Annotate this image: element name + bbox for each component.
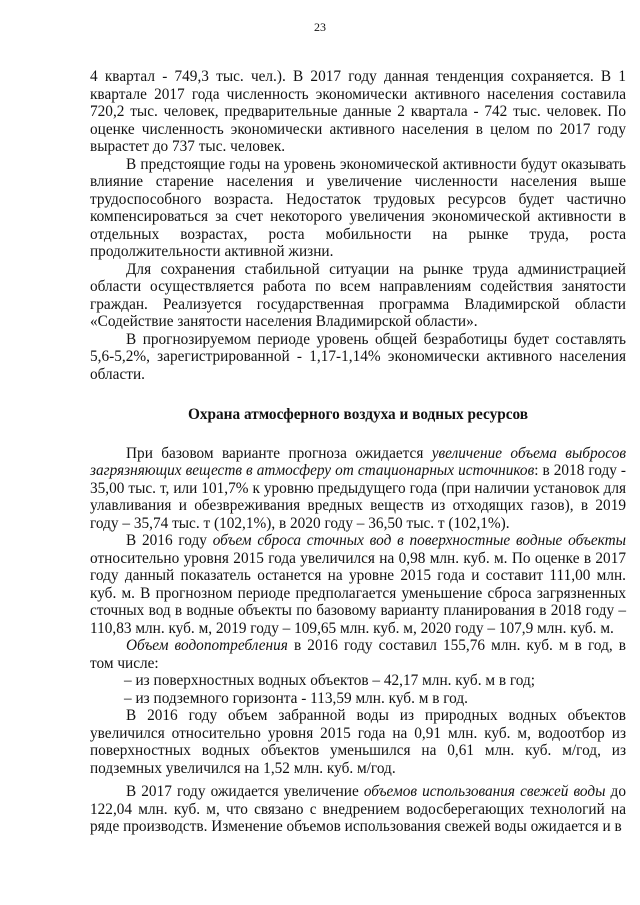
paragraph-fresh-water	[90, 783, 626, 836]
paragraph: В предстоящие годы на уровень экономической активности будут оказывать влияние старение населения и увеличение численности населения выше трудоспособного возраста. Недостаток трудовых ресурсов будет частично компенсироваться за счет некоторого увеличения экономической активности в отдельных возрастах, роста мобильности на рынке труда, роста продолжительности активной жизни.	[90, 155, 626, 260]
text: : в 2018 году - 35,00 тыс. т, или 101,7% к уровню предыдущего года (при наличии установок для улавливания и обезвреживания вредных веществ из отходящих газов), в 2019 году – 35,74 тыс. т (102,1%), в 2020 году – 36,50 тыс. т (102,1%).	[90, 462, 626, 532]
paragraph: 4 квартал - 749,3 тыс. чел.). В 2017 году данная тенденция сохраняется. В 1 квартале 2017 года численность экономически активного населения составила 720,2 тыс. человек, предварительные данные 2 квартала - 742 тыс. человек. По оценке численность экономически активного населения в целом по 2017 году вырастет до 737 тыс. человек.	[90, 68, 626, 155]
paragraph: В прогнозируемом периоде уровень общей безработицы будет составлять 5,6-5,2%, зарегистрированной - 1,17-1,14% экономически активного населения области.	[90, 330, 626, 383]
text: в 2016 году составил 155,76 млн. куб. м в год, в том числе:	[90, 637, 626, 672]
text: до 122,04 млн. куб. м, что связано с внедрением водосберегающих технологий на ряде производств. Изменение объемов использования свежей воды ожидается и в	[90, 783, 626, 835]
text: относительно уровня 2015 года увеличился на 0,98 млн. куб. м. По оценке в 2017 году данный показатель останется на уровне 2015 года и составит 111,00 млн. куб. м. В прогнозном периоде предполагается уменьшение сброса загрязненных сточных вод в водные объекты по базовому варианту планирования в 2018 году – 110,83 млн. куб. м, 2019 году – 109,65 млн. куб. м, 2020 году – 107,9 млн. куб. м.	[90, 549, 626, 637]
paragraph-wastewater	[90, 532, 626, 637]
text: В 2017 году ожидается увеличение	[126, 783, 364, 800]
document-body	[90, 68, 626, 836]
paragraph-water-consumption	[90, 637, 626, 672]
emphasis: объемов использования свежей воды	[363, 783, 606, 800]
text: В 2016 году	[126, 532, 213, 549]
paragraph-water-intake: В 2016 году объем забранной воды из природных водных объектов увеличился относительно уровня 2015 года на 0,91 млн. куб. м, водоотбор из поверхностных водных объектов уменьшился на 0,61 млн. куб. м/год, из подземных увеличился на 1,52 млн. куб. м/год.	[90, 707, 626, 777]
list-item: – из подземного горизонта - 113,59 млн. куб. м в год.	[124, 689, 468, 707]
list-item: – из поверхностных водных объектов – 42,17 млн. куб. м в год;	[124, 672, 536, 689]
page-number: 23	[314, 20, 326, 34]
emphasis: увеличение объема выбросов загрязняющих веществ в атмосферу от стационарных источников	[90, 444, 626, 479]
text: При базовом варианте прогноза ожидается	[126, 444, 432, 462]
section-title: Охрана атмосферного воздуха и водных ресурсов	[187, 406, 529, 423]
emphasis: Объем водопотребления	[126, 637, 288, 654]
paragraph-emissions	[90, 445, 626, 533]
paragraph: Для сохранения стабильной ситуации на рынке труда администрацией области осуществляется работа по всем направлениям содействия занятости граждан. Реализуется государственная программа Владимирской области «Содействие занятости населения Владимирской области».	[90, 260, 626, 330]
emphasis: объем сброса сточных вод в поверхностные водные объекты	[212, 532, 626, 549]
